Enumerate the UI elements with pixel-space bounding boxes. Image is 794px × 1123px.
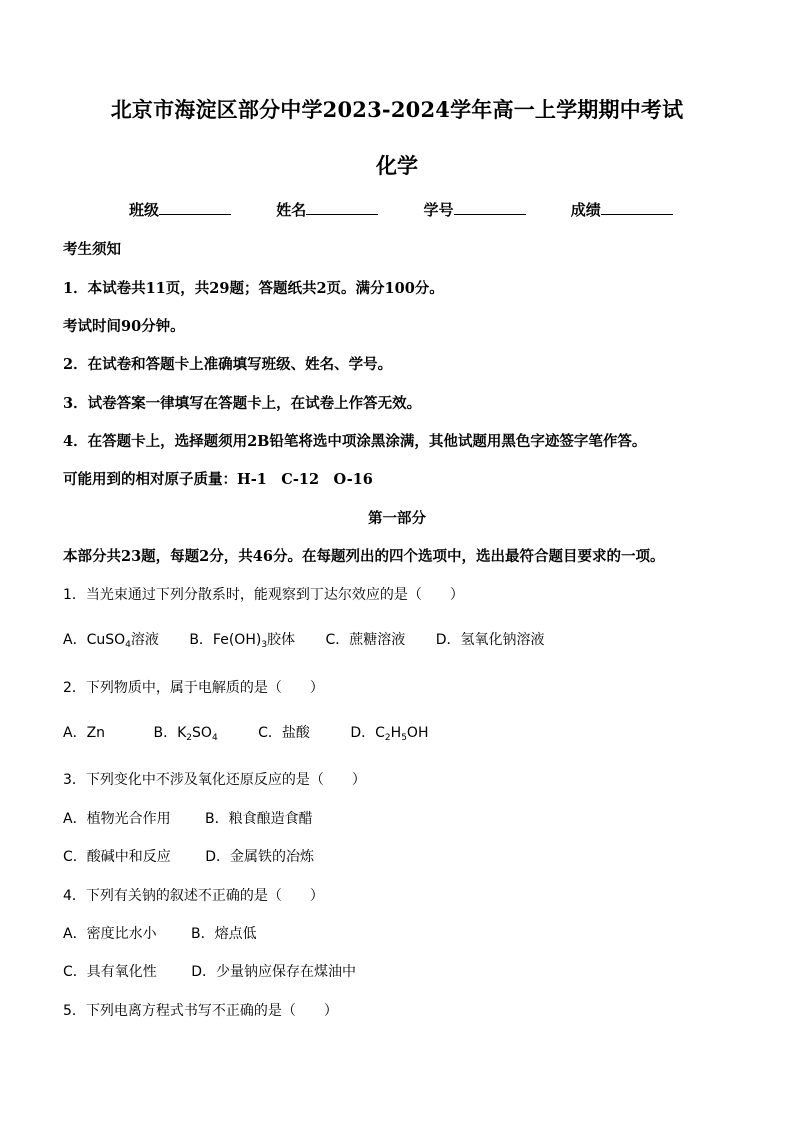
atomic-masses: 可能用到的相对原子质量：H-1 C-12 O-16: [63, 471, 373, 488]
part1-instruction: 本部分共23题，每题2分，共46分。在每题列出的四个选项中，选出最符合题目要求的一项。: [63, 548, 665, 565]
option-b-text: B．Fe(OH): [189, 632, 262, 648]
question-5-stem: 5．下列电离方程式书写不正确的是（ ）: [63, 1003, 338, 1019]
student-id-field: [424, 199, 526, 220]
option-b: B．粮食酿造食醋: [205, 811, 313, 827]
score-label: 成绩: [570, 201, 601, 219]
subscript: 4: [211, 733, 218, 743]
question-4-options-row2: [63, 961, 382, 981]
option-b: [154, 722, 218, 742]
option-c: C．具有氧化性: [63, 964, 157, 980]
question-3-stem: 3．下列变化中不涉及氧化还原反应的是（ ）: [63, 772, 366, 788]
name-label: 姓名: [276, 201, 307, 219]
score-field: [571, 199, 673, 220]
question-3-options-row1: [63, 808, 339, 828]
option-c: C．盐酸: [258, 725, 310, 741]
question-2-stem: 2．下列物质中，属于电解质的是（ ）: [63, 680, 324, 696]
option-a: A．密度比水小: [63, 926, 157, 942]
question-4-stem: 4．下列有关钠的叙述不正确的是（ ）: [63, 888, 324, 904]
option-a: [63, 629, 159, 649]
name-field: [276, 199, 378, 220]
option-d: D．氢氧化钠溶液: [435, 632, 545, 648]
class-blank[interactable]: [159, 200, 231, 215]
option-a: A．Zn: [63, 725, 106, 741]
subscript: 5: [401, 733, 407, 743]
part1-heading: 第一部分: [368, 510, 426, 527]
student-info-row: [129, 199, 713, 220]
subscript: 3: [261, 640, 268, 650]
notice-item: 1．本试卷共11页，共29题；答题纸共2页。满分100分。: [63, 280, 444, 297]
class-field: [129, 199, 231, 220]
option-d: [350, 722, 428, 742]
question-3-options-row2: [63, 846, 340, 866]
option-d: D．金属铁的冶炼: [205, 849, 315, 865]
subscript: 4: [125, 640, 131, 650]
notice-item: 3．试卷答案一律填写在答题卡上，在试卷上作答无效。: [63, 395, 422, 412]
exam-title: 北京市海淀区部分中学2023-2024学年高一上学期期中考试: [110, 97, 684, 122]
option-b-mid: SO: [192, 725, 212, 741]
student-id-label: 学号: [423, 201, 454, 219]
notice-item: 2．在试卷和答题卡上准确填写班级、姓名、学号。: [63, 356, 393, 373]
option-c: C．蔗糖溶液: [325, 632, 406, 648]
option-b: B．熔点低: [191, 926, 257, 942]
option-a-suffix: 溶液: [130, 632, 159, 648]
option-d-text: D．C: [350, 725, 385, 741]
question-4-options-row1: [63, 923, 283, 943]
option-d-mid: H: [390, 725, 402, 741]
option-a: A．植物光合作用: [63, 811, 171, 827]
subject-title: 化学: [376, 153, 418, 178]
class-label: 班级: [129, 201, 160, 219]
subscript: 2: [186, 733, 193, 743]
option-d-suffix: OH: [406, 725, 429, 741]
question-2-options: [63, 722, 454, 742]
option-b-text: B．K: [153, 725, 187, 741]
question-1-stem: 1．当光束通过下列分散系时，能观察到丁达尔效应的是（ ）: [63, 587, 464, 603]
notice-item: 4．在答题卡上，选择题须用2B铅笔将选中项涂黑涂满，其他试题用黑色字迹签字笔作答。: [63, 433, 647, 450]
notice-item: 考试时间90分钟。: [63, 318, 185, 335]
subscript: 2: [384, 733, 391, 743]
notice-heading: 考生须知: [63, 241, 121, 258]
score-blank[interactable]: [601, 200, 673, 215]
option-a-text: A．CuSO: [63, 632, 126, 648]
option-b: [189, 629, 295, 649]
option-b-suffix: 胶体: [267, 632, 296, 648]
name-blank[interactable]: [306, 200, 378, 215]
question-1-options: [63, 629, 571, 649]
student-id-blank[interactable]: [454, 200, 526, 215]
option-d: D．少量钠应保存在煤油中: [191, 964, 357, 980]
option-c: C．酸碱中和反应: [63, 849, 171, 865]
